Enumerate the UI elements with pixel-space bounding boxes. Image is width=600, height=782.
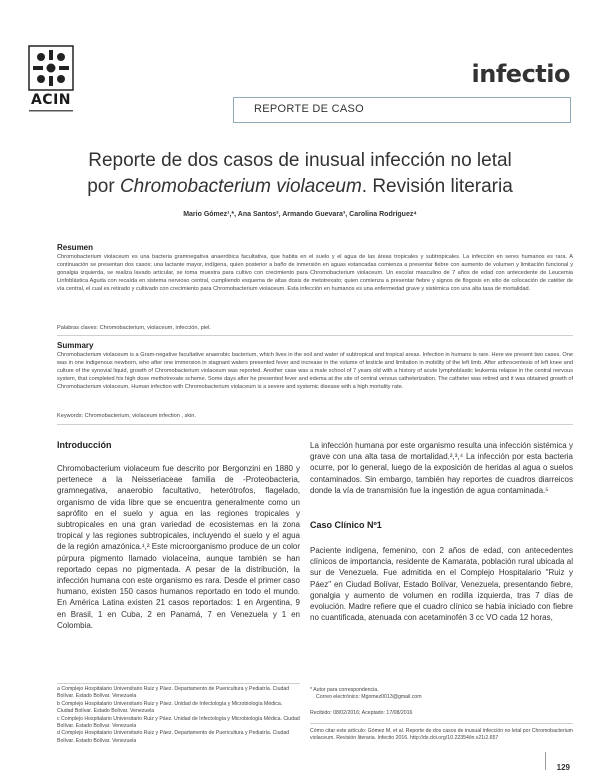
divider	[57, 424, 573, 425]
case-heading: Caso Clínico Nº1	[310, 520, 382, 530]
journal-name: infectio	[471, 60, 570, 88]
affiliation-b: b Complejo Hospitalario Universitario Ruiz y Páez. Unidad de Infectología y Microbiología Médica. Ciudad Bolívar. Estado Bolívar. Venezuela	[57, 700, 283, 715]
case-text: Paciente indígena, femenino, con 2 años de edad, con antecedentes clínicos de importancia, residente de Kamarata, población rural ubicada al sur de Venezuela. Fue admitida en el Complejo Hospitalario "Ruiz y Páez" en Ciudad Bolívar, Estado Bolívar, Venezuela, presentando fiebre, gonalgia y aumento de volumen en rodilla izquierda, tras 7 días de evolución. Madre refiere que el cuadro clínico se había iniciado con fiebre no cuantificada, atenuada con acetaminofén 3 cc VO cada 12 horas,	[310, 546, 573, 623]
resumen-keywords: Palabras claves: Chromobacterium, violaceum, infección, piel.	[57, 325, 211, 331]
acin-subtitle-mark	[27, 108, 75, 114]
article-title	[30, 148, 570, 200]
intro-text: Chromobacterium violaceum fue descrito por Bergonzini en 1880 y pertenece a la Neisseriaceae familia de -Proteobacteria, gramnegativa, anaerobio facultativo, heterótrofos, flagelado, organismo de vida libre que se encuentra generalmente como un saprófito en el suelo y agua en las regiones tropicales y subtropicales en una gran variedad de ecosistemas en la zona tropical y las regiones subtropicales, incluyendo el suelo y el agua de la región amazónica.¹,² Este microorganismo produce de un color púrpura pigmento llamado violaceína, aunque también se han reportado cepas no pigmentada. A pesar de la distribución, la infección humana con este organismo es rara. Desde el primer caso humano, existen 150 casos humanos reportado en todo el mundo. En América Latina existen 21 casos reportados: 1 en Argentina, 9 en Brasil, 1 en Cuba, 2 en Panamá, 7 en Venezuela y 1 en Colombia.	[57, 464, 300, 630]
divider	[310, 723, 573, 724]
intro-heading: Introducción	[57, 440, 112, 450]
summary-text: Chromobacterium violaceum is a Gram-negative facultative anaerobic bacterium, which lives in the soil and water of subtropical and tropical areas. Infection in humans is rare. Here we present two cases. One was in one indigenous newborn, who after one immersion in stagnant waters presented fever and increase in the volume of testicle and limitation in mobility of the left limb. After arthrocentesis of left knee and culture of the synovial liquid, growth of Chromobacterium violaceum was reported. Another case was a male school of 7 years old with a history of acute lymphoblastic leukemia relapse in the central nervous system, that completed his high dose methotrexate scheme. Some days after he presented fever and edema at the site of central venous catheterization. The catheter was retired and it was obtained growth of Chromobacterium violaceum. Human infection with Chromobacterium violaceum is a severe and systemic disease with a high mortality rate.	[57, 352, 573, 390]
summary-keywords: Keywords: Chromobacterium, violaceum infection , skin.	[57, 413, 196, 419]
journal-logo	[472, 60, 570, 88]
title-line-2	[30, 174, 570, 200]
corr-email: Correo electrónico: Mgomez0013@gmail.com	[316, 694, 422, 701]
page-number-divider	[545, 752, 546, 770]
divider	[57, 335, 573, 336]
section-label: REPORTE DE CASO	[254, 103, 365, 115]
acin-emblem-icon	[27, 44, 75, 92]
affiliation-d: d Complejo Hospitalario Universitario Ruiz y Páez. Departamento de Puericultura y Pediatría. Ciudad Bolívar. Estado Bolívar. Venezuela	[57, 730, 290, 744]
title-italic: Chromobacterium violaceum	[119, 176, 362, 197]
resumen-heading: Resumen	[57, 243, 94, 252]
affiliation-c: c Complejo Hospitalario Universitario Ruiz y Páez. Unidad de Infectología y Microbiología Médica. Ciudad Bolívar. Estado Bolívar. Venezuela	[57, 715, 300, 730]
acin-logo	[27, 44, 75, 118]
author-list: Mario Gómez¹,*, Ana Santos², Armando Guevara³, Carolina Rodríguez⁴	[183, 211, 417, 218]
section-banner	[233, 97, 571, 123]
title-line-1: Reporte de dos casos de inusual infección no letal	[88, 150, 512, 171]
affiliations	[57, 686, 300, 745]
affiliation-a: a Complejo Hospitalario Universitario Ruiz y Páez. Departamento de Puericultura y Pediatría. Ciudad Bolívar. Estado Bolívar. Venezuela	[57, 686, 290, 700]
page-number: 129	[556, 763, 570, 772]
title-pre: por	[87, 176, 120, 197]
dates: Recibido: 08/02/2016; Aceptado: 17/08/2016	[310, 710, 413, 716]
citation: Cómo citar este artículo: Gómez M, et al. Reporte de dos casos de inusual infección no letal por Chromobacterium violaceum. Revisión literaria. Infectio 2016. http://dx.doi.org/10.22354/in.v21i2.657	[310, 728, 573, 742]
intro-continued-text: La infección humana por este organismo resulta una infección sistémica y grave con una alta tasa de mortalidad.²,³,⁴ La infección por esta bacteria ocurre, por lo general, luego de la exposición de heridas al agua o suelos contaminados. Sin embargo, también hay reportes de cuadros diarreicos donde la vía de transmisión fue la ingestión de agua contaminada.⁵	[310, 441, 573, 495]
title-post: . Revisión literaria	[361, 176, 513, 197]
acin-label: ACIN	[30, 92, 72, 108]
footnote-divider	[57, 683, 300, 684]
resumen-text: Chromobacterium violaceum es una bacteria gramnegativa anaeróbica facultativa, que habita en el suelo y el agua de las áreas tropicales y subtropicales. La infección en seres humanos es rara. A continuación se presentan dos casos; una lactante mayor, indígena, quien posterior a baño de inmersión en aguas estancadas comienza a presentar fiebre con aumento de volumen y limitación funcional y gonalgia izquierda, se realiza lavado articular, se toma muestra para cultivo con crecimiento para Chromobacterium violaceum. Un escolar masculino de 7 años de edad con antecedente de Leucemia Linfoblástica Aguda con recaída en sistema nervioso central, cumpliendo esquema de altas dosis de metotrexato; quien comienza a presentar fiebre y signos de flogosis en sitio de colocación de catéter de vía central, el cual es retirado y cultivado con crecimiento para Chromobacterium violaceum. Esta infección en humanos es una enfermedad grave y sistémica con una alta tasa de mortalidad.	[57, 254, 573, 292]
corr-label: * Autor para correspondencia.	[310, 687, 379, 693]
correspondence	[310, 687, 573, 702]
summary-heading: Summary	[57, 341, 94, 350]
